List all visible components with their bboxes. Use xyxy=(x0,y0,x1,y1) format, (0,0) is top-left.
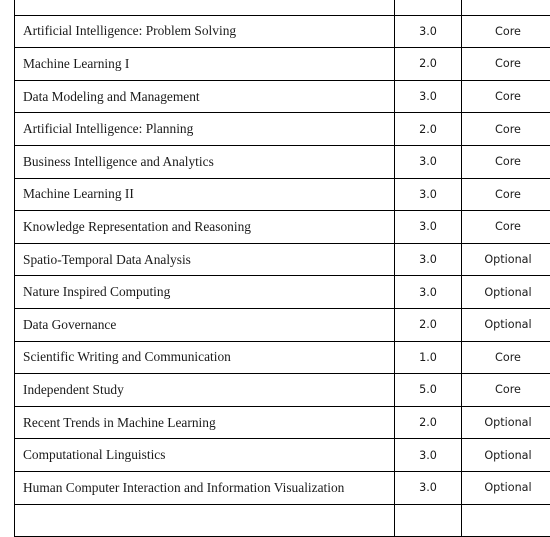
table-row xyxy=(15,211,550,244)
course-credits-cell: 1.0 xyxy=(395,341,462,374)
course-type-cell: Optional xyxy=(462,308,550,341)
course-type-cell: Core xyxy=(462,80,550,113)
table-row xyxy=(15,80,550,113)
course-credits-cell: 5.0 xyxy=(395,374,462,407)
course-name-cell: Spatio-Temporal Data Analysis xyxy=(15,243,395,276)
course-table xyxy=(14,0,550,537)
table-row xyxy=(15,341,550,374)
table-row xyxy=(15,243,550,276)
course-name-cell: Human Computer Interaction and Information Visualization xyxy=(15,471,395,504)
course-credits-cell: 2.0 xyxy=(395,406,462,439)
course-name-cell: Nature Inspired Computing xyxy=(15,276,395,309)
table-row xyxy=(15,15,550,48)
course-credits-cell xyxy=(395,504,462,537)
table-row xyxy=(15,276,550,309)
course-credits-cell: 2.0 xyxy=(395,308,462,341)
table-row xyxy=(15,374,550,407)
course-type-cell: Core xyxy=(462,15,550,48)
course-credits-cell: 3.0 xyxy=(395,15,462,48)
course-name-cell: Data Modeling and Management xyxy=(15,80,395,113)
course-type-cell: Optional xyxy=(462,276,550,309)
course-table-container xyxy=(14,0,544,537)
course-credits-cell: 3.0 xyxy=(395,211,462,244)
course-name-cell: Knowledge Representation and Reasoning xyxy=(15,211,395,244)
table-row xyxy=(15,504,550,537)
table-row xyxy=(15,145,550,178)
course-name-cell: Data Governance xyxy=(15,308,395,341)
table-row xyxy=(15,48,550,81)
table-row xyxy=(15,439,550,472)
course-name-cell: Business Intelligence and Analytics xyxy=(15,145,395,178)
course-type-cell: Optional xyxy=(462,471,550,504)
course-name-cell xyxy=(15,0,395,15)
table-row xyxy=(15,178,550,211)
table-row xyxy=(15,406,550,439)
course-type-cell: Core xyxy=(462,113,550,146)
course-credits-cell: 3.0 xyxy=(395,178,462,211)
course-type-cell xyxy=(462,0,550,15)
course-credits-cell: 3.0 xyxy=(395,145,462,178)
course-credits-cell: 3.0 xyxy=(395,80,462,113)
course-name-cell: Artificial Intelligence: Problem Solving xyxy=(15,15,395,48)
course-credits-cell: 3.0 xyxy=(395,439,462,472)
course-credits-cell: 3.0 xyxy=(395,243,462,276)
course-name-cell: Recent Trends in Machine Learning xyxy=(15,406,395,439)
course-type-cell: Optional xyxy=(462,406,550,439)
course-type-cell: Core xyxy=(462,211,550,244)
course-type-cell: Core xyxy=(462,341,550,374)
course-name-cell: Machine Learning II xyxy=(15,178,395,211)
course-credits-cell: 3.0 xyxy=(395,471,462,504)
course-credits-cell xyxy=(395,0,462,15)
course-name-cell xyxy=(15,504,395,537)
course-type-cell: Core xyxy=(462,48,550,81)
course-type-cell xyxy=(462,504,550,537)
course-credits-cell: 3.0 xyxy=(395,276,462,309)
course-name-cell: Independent Study xyxy=(15,374,395,407)
course-type-cell: Core xyxy=(462,374,550,407)
table-row xyxy=(15,113,550,146)
course-credits-cell: 2.0 xyxy=(395,48,462,81)
course-name-cell: Scientific Writing and Communication xyxy=(15,341,395,374)
course-type-cell: Core xyxy=(462,145,550,178)
course-name-cell: Computational Linguistics xyxy=(15,439,395,472)
table-row xyxy=(15,308,550,341)
course-type-cell: Core xyxy=(462,178,550,211)
course-name-cell: Artificial Intelligence: Planning xyxy=(15,113,395,146)
course-type-cell: Optional xyxy=(462,439,550,472)
course-type-cell: Optional xyxy=(462,243,550,276)
course-table-body xyxy=(15,0,550,537)
table-row xyxy=(15,471,550,504)
course-credits-cell: 2.0 xyxy=(395,113,462,146)
table-row xyxy=(15,0,550,15)
course-name-cell: Machine Learning I xyxy=(15,48,395,81)
